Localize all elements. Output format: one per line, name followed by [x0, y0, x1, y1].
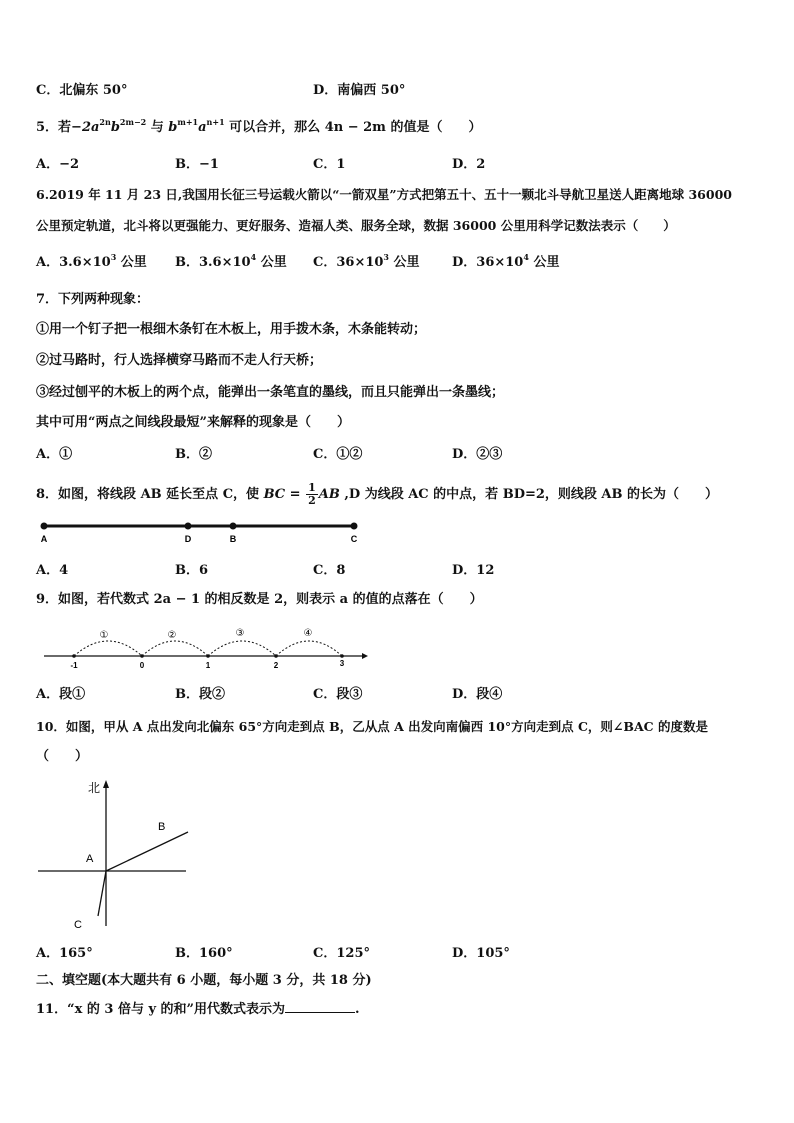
- q8-label-d: D: [184, 534, 192, 544]
- q8-label-a: A: [40, 534, 48, 544]
- q7-question: 其中可用“两点之间线段最短”来解释的现象是（ ）: [36, 415, 350, 430]
- q7-item-2: ②过马路时，行人选择横穿马路而不走人行天桥；: [36, 353, 323, 368]
- q8-label-b: B: [229, 534, 237, 544]
- q8-option-c: C．8: [313, 563, 346, 578]
- q9-segment-3: ③: [235, 628, 245, 639]
- q7-option-c: C．①②: [313, 447, 363, 462]
- q5-term2-exp-a: m+1: [177, 117, 199, 127]
- q11-suffix: .: [355, 1002, 360, 1017]
- q8-label-c: C: [350, 534, 358, 544]
- q8-option-a: A．4: [36, 563, 69, 578]
- q5-term2-exp-b: n+1: [206, 117, 225, 127]
- q7-title: 7．下列两种现象：: [36, 292, 150, 307]
- q7-option-d: D．②③: [452, 447, 503, 462]
- q5-term1-exp-a: 2n: [99, 117, 111, 127]
- q5-option-c: C．1: [313, 157, 346, 172]
- q9-tick-neg1: -1: [70, 661, 78, 670]
- q5-option-d: D．2: [452, 157, 486, 172]
- q5-term1-base: −2a: [71, 120, 100, 135]
- q10-north-label: 北: [88, 781, 101, 795]
- q8-option-d: D．12: [452, 563, 495, 578]
- q7-option-b: B．②: [175, 447, 212, 462]
- q10-option-d: D．105°: [452, 946, 510, 961]
- q10-option-c: C．125°: [313, 946, 370, 961]
- q9-tick-0: 0: [139, 661, 145, 670]
- q8-ab: AB: [318, 487, 340, 502]
- q11-prefix: 11．“x 的 3 倍与 y 的和”用代数式表示为: [36, 1002, 286, 1017]
- q7-item-1: ①用一个钉子把一根细木条钉在木板上，用手拨木条，木条能转动；: [36, 322, 427, 337]
- q4-option-c: C．北偏东 50°: [36, 83, 128, 98]
- q10-line-1: 10．如图，甲从 A 点出发向北偏东 65°方向走到点 B，乙从点 A 出发向南偏西 10°方向走到点 C，则∠BAC 的度数是: [36, 719, 708, 734]
- q5-tail: 可以合并，那么 4n − 2m 的值是（ ）: [224, 120, 482, 135]
- q6-line-2: 公里预定轨道，北斗将以更强能力、更好服务、造福人类、服务全球，数据 36000 公里用科学记数法表示（ ）: [36, 218, 676, 233]
- q8-option-b: B．6: [175, 563, 209, 578]
- q5-term1-base-b: b: [110, 120, 120, 135]
- q9-tick-2: 2: [273, 661, 279, 670]
- q10-option-b: B．160°: [175, 946, 233, 961]
- q8-fraction: $\frac{1}{2}$: [308, 481, 316, 507]
- q8-segment-figure: [36, 520, 366, 546]
- q6-option-c: C．$36\times 10^3$ 公里: [313, 252, 420, 270]
- q7-option-a: A．①: [36, 447, 73, 462]
- q9-segment-1: ①: [99, 630, 109, 641]
- q5-mid: 与: [146, 120, 169, 135]
- q11-question: [36, 1000, 360, 1019]
- q10-option-a: A．165°: [36, 946, 93, 961]
- q5-term1-exp-b: 2m−2: [119, 117, 147, 127]
- q6-option-d: D．$36\times 10^4$ 公里: [452, 252, 560, 270]
- q6-option-a: A．$3.6\times 10^3$ 公里: [36, 252, 147, 270]
- q10-line-2: （ ）: [36, 749, 89, 764]
- q5-term2-base-b: a: [198, 120, 207, 135]
- q11-answer-blank[interactable]: [285, 1000, 355, 1013]
- q10-label-b: B: [158, 821, 166, 833]
- q9-tick-1: 1: [205, 661, 211, 670]
- q10-label-c: C: [74, 919, 82, 931]
- q9-segment-4: ④: [303, 628, 313, 639]
- q10-direction-figure: [36, 776, 196, 936]
- q8-prefix: 8．如图，将线段 AB 延长至点 C，使: [36, 487, 260, 502]
- q9-option-d: D．段④: [452, 687, 503, 702]
- q7-item-3: ③经过刨平的木板上的两个点，能弹出一条笔直的墨线，而且只能弹出一条墨线；: [36, 385, 505, 400]
- q8-question: [36, 482, 718, 507]
- q4-option-d: D．南偏西 50°: [313, 83, 406, 98]
- q9-option-b: B．段②: [175, 687, 225, 702]
- q5-term2-base-a: b: [168, 120, 178, 135]
- q9-option-c: C．段③: [313, 687, 363, 702]
- q9-question: 9．如图，若代数式 2a − 1 的相反数是 2，则表示 a 的值的点落在（ ）: [36, 592, 483, 607]
- q8-bc: BC =: [263, 487, 301, 502]
- q5-prefix: 5．若: [36, 120, 72, 135]
- q9-segment-2: ②: [167, 630, 177, 641]
- q6-line-1: 6.2019 年 11 月 23 日,我国用长征三号运载火箭以“一箭双星”方式把第五十、五十一颗北斗导航卫星送人距离地球 36000: [36, 187, 732, 202]
- q5-option-a: A．−2: [36, 157, 80, 172]
- q6-option-b: B．$3.6\times 10^4$ 公里: [175, 252, 287, 270]
- q9-option-a: A．段①: [36, 687, 86, 702]
- q5-question: [36, 119, 481, 137]
- q9-tick-3: 3: [339, 659, 345, 668]
- q5-option-b: B．−1: [175, 157, 219, 172]
- q10-label-a: A: [86, 853, 94, 865]
- section-2-heading: 二、填空题(本大题共有 6 小题，每小题 3 分，共 18 分): [36, 973, 372, 988]
- q9-number-line: [40, 622, 370, 668]
- q8-tail: ,D 为线段 AC 的中点，若 BD=2，则线段 AB 的长为（ ）: [339, 487, 719, 502]
